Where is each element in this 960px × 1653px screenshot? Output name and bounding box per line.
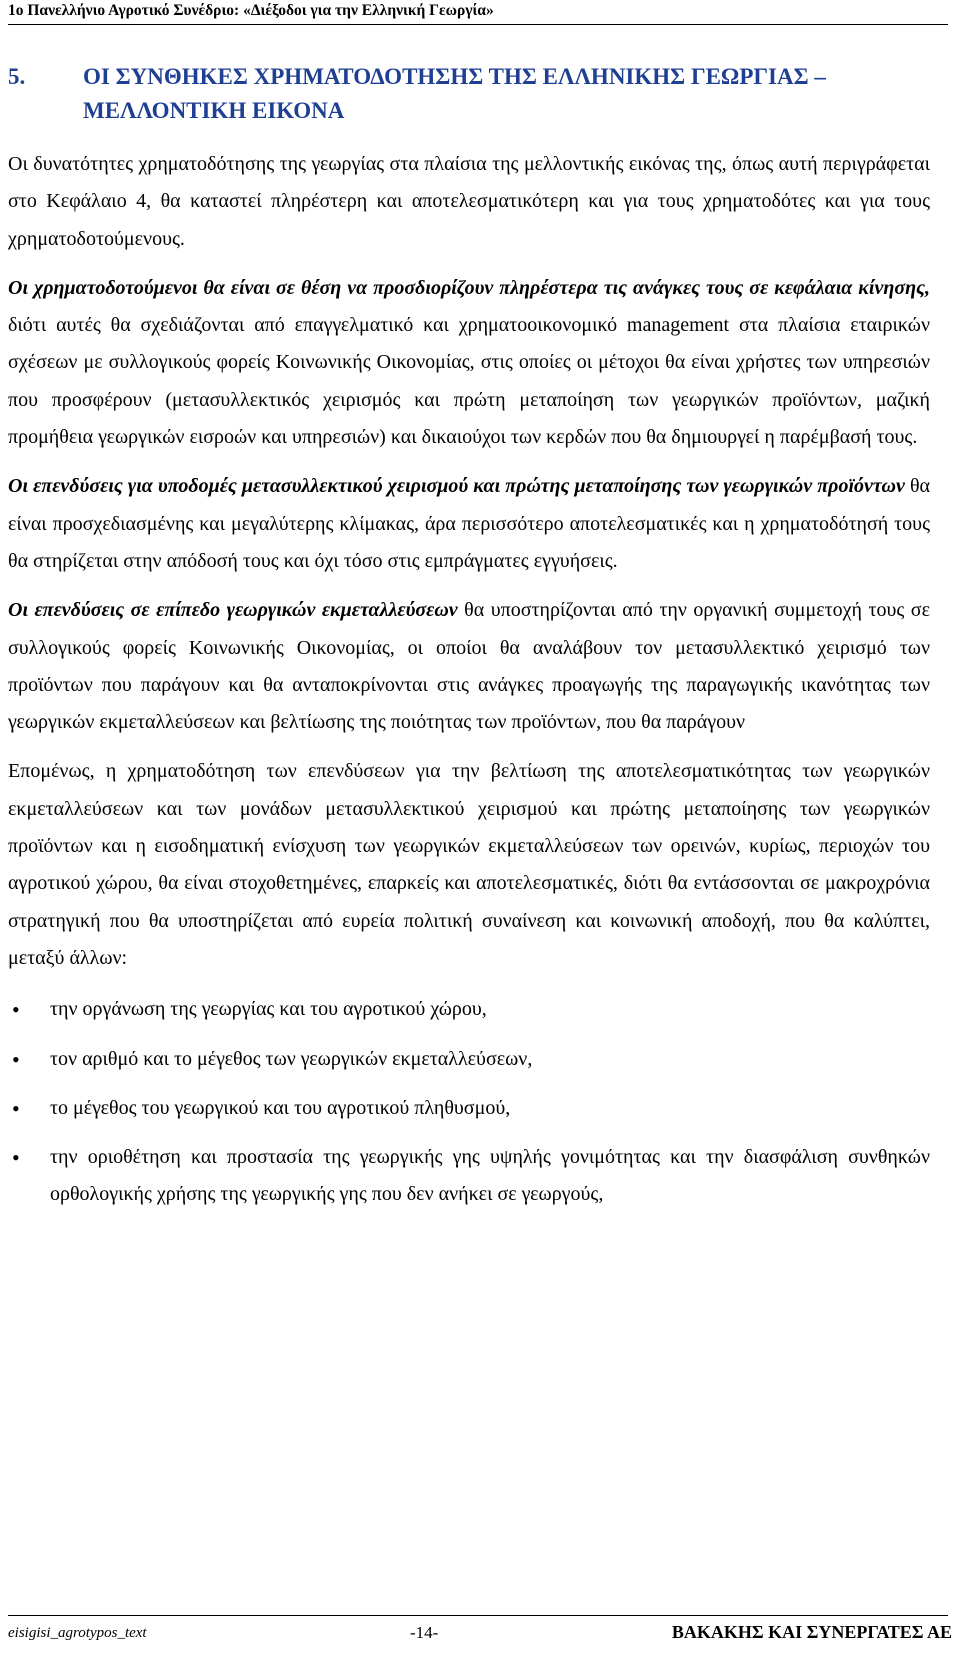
document-body — [8, 146, 930, 1226]
bullet-icon: • — [12, 1046, 20, 1072]
paragraph-funded — [8, 270, 930, 456]
paragraph-funded-emphasis: Οι χρηματοδοτούμενοι θα είναι σε θέση να προσδιορίζουν πληρέστερα τις ανάγκες τους σε κεφάλαια κίνησης, — [8, 276, 930, 299]
paragraph-infrastructure-emphasis: Οι επενδύσεις για υποδομές μετασυλλεκτικού χειρισμού και πρώτης μεταποίησης των γεωργικών προϊόντων — [8, 475, 905, 498]
section-number: 5. — [8, 64, 26, 89]
section-title-line1: ΟΙ ΣΥΝΘΗΚΕΣ ΧΡΗΜΑΤΟΔΟΤΗΣΗΣ ΤΗΣ ΕΛΛΗΝΙΚΗΣ ΓΕΩΡΓΙΑΣ – — [83, 64, 826, 89]
section-title-line2: ΜΕΛΛΟΝΤΙΚΗ ΕΙΚΟΝΑ — [83, 98, 345, 123]
list-item-text: το μέγεθος του γεωργικού και του αγροτικού πληθυσμού, — [50, 1096, 511, 1119]
paragraph-conclusion: Επομένως, η χρηματοδότηση των επενδύσεων για την βελτίωση της αποτελεσματικότητας των γεωργικών εκμεταλλεύσεων και των μονάδων μετασυλλεκτικού χειρισμού και πρώτης μεταποίησης των γεωργικών προϊόντων και η εισοδηματική ενίσχυση των γεωργικών εκμεταλλεύσεων των ορεινών, κυρίως, περιοχών του αγροτικού χώρου, θα είναι στοχοθετημένες, επαρκείς και αποτελεσματικές, διότι θα εντάσσονται σε μακροχρόνια στρατηγική που θα υποστηρίζεται από ευρεία πολιτική συναίνεση και κοινωνική αποδοχή, που θα καλύπτει, μεταξύ άλλων: — [8, 760, 930, 969]
list-item — [8, 991, 930, 1028]
section-heading — [8, 60, 928, 128]
paragraph-funded-text: διότι αυτές θα σχεδιάζονται από επαγγελματικό και χρηματοοικονομικό management στα πλαίσια εταιρικών σχέσεων με συλλογικούς φορείς Κοινωνικής Οικονομίας, στις οποίες οι μέτοχοι θα είναι χρήστες των υπηρεσιών που προσφέρουν (μετασυλλεκτικός χειρισμός και πρώτη μεταποίηση των γεωργικών προϊόντων, μαζική προμήθεια γεωργικών εισροών και υπηρεσιών) και δικαιούχοι των κερδών που θα δημιουργεί η παρέμβασή τους. — [8, 314, 930, 449]
paragraph-infrastructure — [8, 468, 930, 580]
section-heading-line1 — [8, 60, 928, 94]
footer-company: ΒΑΚΑΚΗΣ ΚΑΙ ΣΥΝΕΡΓΑΤΕΣ ΑΕ — [671, 1622, 952, 1642]
footer-filename: eisigisi_agrotypos_text — [8, 1625, 147, 1641]
list-item — [8, 1041, 930, 1078]
list-item — [8, 1139, 930, 1214]
paragraph-infrastructure-text: θα είναι προσχεδιασμένης και μεγαλύτερης κλίμακας, άρα περισσότερο αποτελεσματικές και η χρηματοδότησή τους θα στηρίζεται στην απόδοσή τους και όχι τόσο στις εμπράγματες εγγυήσεις. — [8, 475, 930, 572]
list-item-text: την οριοθέτηση και προστασία της γεωργικής γης υψηλής γονιμότητας και την διασφάλιση συνθηκών ορθολογικής χρήσης της γεωργικής γης που δεν ανήκει σε γεωργούς, — [50, 1146, 930, 1206]
paragraph-farm-investments-emphasis: Οι επενδύσεις σε επίπεδο γεωργικών εκμεταλλεύσεων — [8, 599, 458, 622]
bullet-icon: • — [12, 1095, 20, 1121]
paragraph-farm-investments — [8, 592, 930, 741]
list-item-text: τον αριθμό και το μέγεθος των γεωργικών εκμεταλλεύσεων, — [50, 1047, 533, 1070]
list-item — [8, 1090, 930, 1127]
footer-page-number: -14- — [410, 1623, 439, 1642]
bullet-list — [8, 991, 930, 1213]
paragraph-intro: Οι δυνατότητες χρηματοδότησης της γεωργίας στα πλαίσια της μελλοντικής εικόνας της, όπως αυτή περιγράφεται στο Κεφάλαιο 4, θα καταστεί πληρέστερη και αποτελεσματικότερη και για τους χρηματοδότες και για τους χρηματοδοτούμενους. — [8, 153, 930, 250]
footer-divider — [8, 1615, 948, 1616]
bullet-icon: • — [12, 1145, 20, 1171]
list-item-text: την οργάνωση της γεωργίας και του αγροτικού χώρου, — [50, 998, 487, 1021]
page-header: 1ο Πανελλήνιο Αγροτικό Συνέδριο: «Διέξοδοι για την Ελληνική Γεωργία» — [8, 2, 494, 19]
paragraph-farm-investments-text: θα υποστηρίζονται από την οργανική συμμετοχή τους σε συλλογικούς φορείς Κοινωνικής Οικονομίας, οι οποίοι θα αναλάβουν τον μετασυλλεκτικό χειρισμό των προϊόντων που παράγουν και θα ανταποκρίνονται στις ανάγκες προαγωγής της παραγωγικής ικανότητας των γεωργικών εκμεταλλεύσεων και βελτίωσης της ποιότητας των προϊόντων, που θα παράγουν — [8, 599, 930, 734]
bullet-icon: • — [12, 997, 20, 1023]
header-divider — [8, 24, 948, 25]
